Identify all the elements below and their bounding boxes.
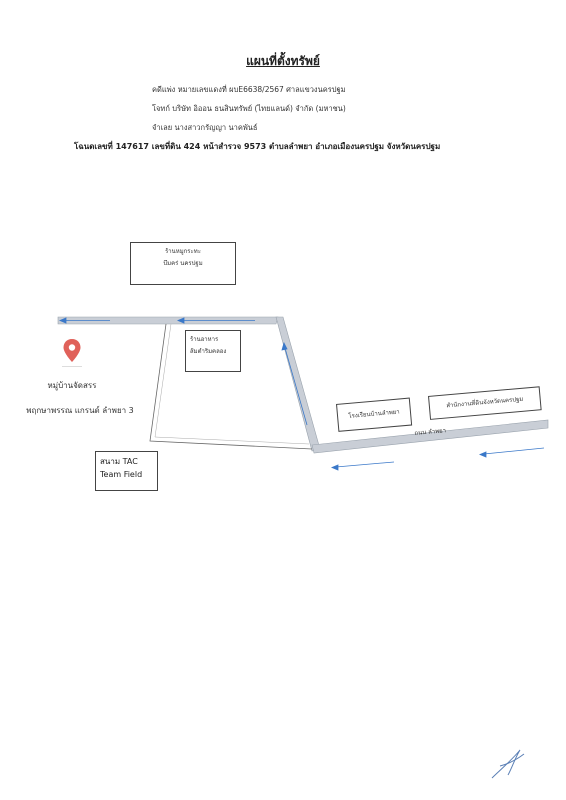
map-pin-icon[interactable] bbox=[62, 338, 82, 368]
plaintiff-line: โจทก์ บริษัท อิออน ธนสินทรัพย์ (ไทยแลนด์) จำกัด (มหาชน) bbox=[152, 104, 346, 113]
tac-field-line2: Team Field bbox=[100, 470, 143, 479]
tac-field-label-box bbox=[95, 451, 158, 491]
shop-name-line1: ร้านหมูกระทะ bbox=[165, 248, 201, 255]
shop-name-line2: บึมคร่ นครปฐม bbox=[163, 260, 203, 267]
arrow-road-left bbox=[332, 462, 394, 470]
road-diagonal bbox=[276, 317, 320, 451]
pin-underline bbox=[62, 366, 82, 367]
deed-line: โฉนดเลขที่ 147617 เลขที่ดิน 424 หน้าสำรวจ 9573 ตำบลลำพยา อำเภอเมืองนครปฐม จังหวัดนครปฐม bbox=[74, 142, 441, 151]
signature-mark bbox=[492, 750, 524, 778]
page-title: แผนที่ตั้งทรัพย์ bbox=[246, 54, 320, 68]
shop-label-box bbox=[130, 242, 236, 285]
poi-name-line2: พฤกษาพรรณ แกรนด์ ลำพยา 3 bbox=[26, 406, 134, 415]
poi-name-line1: หมู่บ้านจัดสรร bbox=[47, 381, 97, 390]
restaurant-label-box bbox=[185, 330, 241, 372]
restaurant-name-line1: ร้านอาหาร bbox=[190, 336, 219, 343]
defendant-line: จำเลย นางสาวกรัญญา นาคพันธ์ bbox=[152, 123, 258, 132]
arrow-road-right bbox=[480, 448, 544, 457]
land-office-name: สำนักงานที่ดินจังหวัดนครปฐม bbox=[446, 395, 524, 410]
tac-field-line1: สนาม TAC bbox=[100, 457, 138, 466]
school-name: โรงเรียนบ้านลำพยา bbox=[348, 408, 400, 420]
road-label: ถนน ลำพยา bbox=[414, 427, 447, 437]
case-number-line: คดีแพ่ง หมายเลขแดงที่ ผบE6638/2567 ศาลแขวงนครปฐม bbox=[152, 85, 346, 94]
restaurant-name-line2: ส้มตำริมคลอง bbox=[190, 348, 227, 355]
